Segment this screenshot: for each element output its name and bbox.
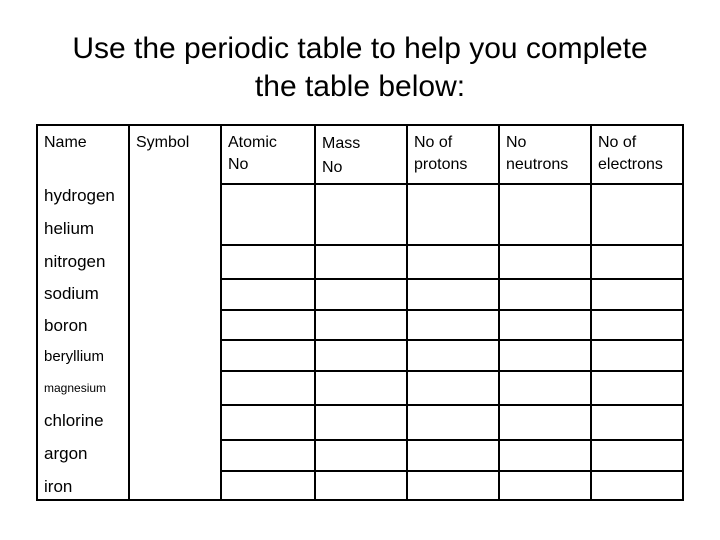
row-divider <box>220 404 682 406</box>
header-divider <box>220 183 682 185</box>
element-name-sodium: sodium <box>44 284 99 303</box>
element-name-chlorine: chlorine <box>44 411 104 430</box>
element-name-argon: argon <box>44 444 88 463</box>
element-name-nitrogen: nitrogen <box>44 252 106 271</box>
header-mass-no: Mass No <box>322 135 361 176</box>
element-name-beryllium: beryllium <box>44 348 105 365</box>
column-divider <box>498 126 500 499</box>
header-protons: No of protons <box>414 134 468 173</box>
row-divider <box>220 470 682 472</box>
element-table <box>36 124 684 501</box>
element-name-magnesium: magnesium <box>44 381 107 395</box>
element-name-boron: boron <box>44 316 88 335</box>
row-divider <box>220 244 682 246</box>
title-line-1: Use the periodic table to help you complete <box>72 32 648 65</box>
column-divider <box>128 126 130 499</box>
row-divider <box>220 370 682 372</box>
header-electrons: No of electrons <box>598 134 663 173</box>
page-title <box>0 30 720 106</box>
column-divider <box>406 126 408 499</box>
row-divider <box>220 339 682 341</box>
row-divider <box>220 278 682 280</box>
column-divider <box>590 126 592 499</box>
row-divider <box>220 309 682 311</box>
element-name-iron: iron <box>44 477 73 496</box>
header-neutrons: No neutrons <box>506 134 569 173</box>
row-divider <box>220 439 682 441</box>
column-divider <box>220 126 222 499</box>
title-line-2: the table below: <box>254 70 466 103</box>
element-name-hydrogen: hydrogen <box>44 186 115 205</box>
header-name: Name <box>44 134 87 151</box>
element-name-helium: helium <box>44 219 95 238</box>
header-symbol: Symbol <box>136 134 190 151</box>
column-divider <box>314 126 316 499</box>
header-atomic-no: Atomic No <box>228 134 277 173</box>
